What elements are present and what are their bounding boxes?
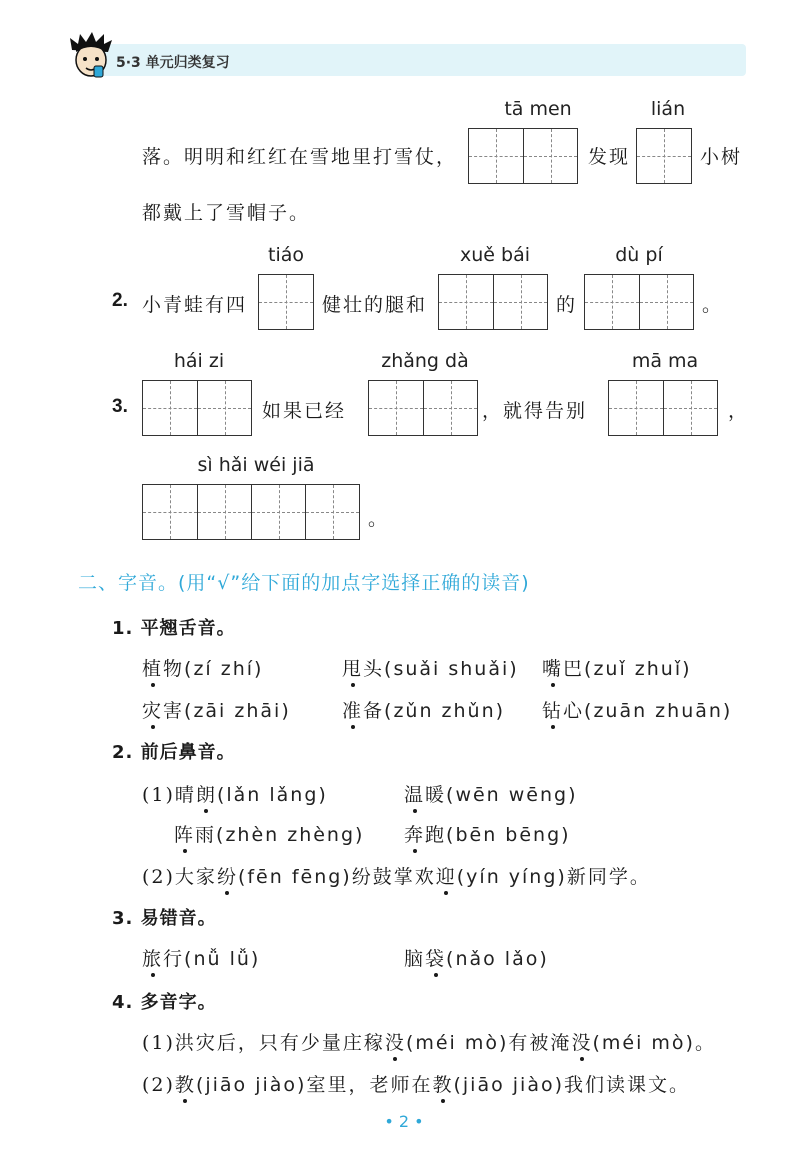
- pinyin-dupi: dù pí: [615, 244, 663, 266]
- pinyin-choice[interactable]: (zí zhí): [184, 658, 264, 680]
- dotted-char: 没: [571, 1028, 592, 1055]
- sub1-item-2: 甩头(suǎi shuǎi): [342, 654, 519, 681]
- pinyin-lian: lián: [650, 98, 686, 120]
- sub1-item-5: 准备(zǔn zhǔn): [342, 696, 505, 723]
- text-line2: 都戴上了雪帽子。: [142, 202, 311, 224]
- writing-grid-xuebai[interactable]: [438, 274, 548, 330]
- pinyin-choice[interactable]: (bēn bēng): [446, 824, 571, 846]
- header-title: 5·3 单元归类复习: [116, 55, 230, 71]
- dotted-char: 纷: [217, 862, 238, 889]
- text-line1-c: 小树: [700, 146, 743, 168]
- dotted-char: 植: [142, 654, 163, 681]
- sub2-title: 2. 前后鼻音。: [112, 742, 236, 763]
- sub1-item-1: 植物(zí zhí): [142, 654, 263, 681]
- pinyin-mama: mā ma: [631, 350, 699, 372]
- pinyin-tiao: tiáo: [268, 244, 304, 266]
- pinyin-sihaiweijia: sì hǎi wéi jiā: [197, 454, 315, 476]
- pinyin-haizi: hái zi: [173, 350, 225, 372]
- q3-text-b: ，就得告别: [482, 400, 588, 422]
- sub4-row2: (2)教(jiāo jiào)室里，老师在教(jiāo jiào)我们读课文。: [142, 1070, 690, 1097]
- pinyin-choice[interactable]: (jiāo jiào): [195, 1074, 307, 1096]
- q3-text-d: 。: [368, 508, 390, 530]
- q2-text-b: 健壮的腿和: [322, 294, 428, 316]
- q2-number: 2.: [112, 290, 128, 311]
- text-line1-b: 发现: [588, 146, 631, 168]
- sub3-item-1: 旅行(nǚ lǚ): [142, 944, 260, 971]
- writing-grid-lian[interactable]: [636, 128, 692, 184]
- sub1-title: 1. 平翘舌音。: [112, 618, 236, 639]
- q2-text-c: 的: [556, 294, 578, 316]
- dotted-char: 旅: [142, 944, 163, 971]
- pinyin-choice[interactable]: (lǎn lǎng): [216, 784, 328, 806]
- pinyin-choice[interactable]: (fēn fēng): [237, 866, 352, 888]
- sub2-item-4: 奔跑(bēn bēng): [404, 820, 571, 847]
- pinyin-xuebai: xuě bái: [460, 244, 530, 266]
- writing-grid-tamen[interactable]: [468, 128, 578, 184]
- boy-mascot-icon: [66, 30, 114, 86]
- pinyin-choice[interactable]: (zhèn zhèng): [216, 824, 365, 846]
- q3-text-a: 如果已经: [262, 400, 347, 422]
- pinyin-choice[interactable]: (zuān zhuān): [584, 700, 733, 722]
- dotted-char: 迎: [436, 862, 457, 889]
- writing-grid-sihaiweijia[interactable]: [142, 484, 360, 540]
- dotted-char: 教: [432, 1070, 453, 1097]
- pinyin-choice[interactable]: (wēn wēng): [446, 784, 578, 806]
- sub2-item-3: 阵雨(zhèn zhèng): [174, 820, 364, 847]
- pinyin-tamen: tā men: [504, 98, 572, 120]
- pinyin-choice[interactable]: (jiāo jiào): [453, 1074, 564, 1096]
- text-line1-a: 落。明明和红红在雪地里打雪仗，: [142, 146, 458, 168]
- sub1-item-3: 嘴巴(zuǐ zhuǐ): [542, 654, 692, 681]
- sub2-item-2: 温暖(wēn wēng): [404, 780, 578, 807]
- q3-text-c: ，: [728, 400, 750, 422]
- writing-grid-haizi[interactable]: [142, 380, 252, 436]
- pinyin-choice[interactable]: (zǔn zhǔn): [384, 700, 506, 722]
- dotted-char: 温: [404, 780, 425, 807]
- dotted-char: 奔: [404, 820, 425, 847]
- dotted-char: 灾: [142, 696, 163, 723]
- writing-grid-dupi[interactable]: [584, 274, 694, 330]
- dotted-char: 教: [175, 1070, 196, 1097]
- sub3-title: 3. 易错音。: [112, 908, 217, 929]
- sub1-item-6: 钻心(zuān zhuān): [542, 696, 732, 723]
- pinyin-choice[interactable]: (yín yíng): [456, 866, 567, 888]
- dotted-char: 嘴: [542, 654, 563, 681]
- dotted-char: 甩: [342, 654, 363, 681]
- pinyin-choice[interactable]: (nǎo lǎo): [446, 948, 549, 970]
- page-number: • 2 •: [384, 1112, 424, 1131]
- sub4-row1: (1)洪灾后，只有少量庄稼没(méi mò)有被淹没(méi mò)。: [142, 1028, 716, 1055]
- dotted-char: 准: [342, 696, 363, 723]
- pinyin-choice[interactable]: (méi mò): [405, 1032, 509, 1054]
- pinyin-choice[interactable]: (méi mò): [592, 1032, 695, 1054]
- dotted-char: 钻: [542, 696, 563, 723]
- dotted-char: 朗: [196, 780, 217, 807]
- dotted-char: 袋: [425, 944, 446, 971]
- dotted-char: 没: [385, 1028, 406, 1055]
- pinyin-zhangda: zhǎng dà: [381, 350, 469, 372]
- pinyin-choice[interactable]: (zāi zhāi): [184, 700, 291, 722]
- pinyin-choice[interactable]: (suǎi shuǎi): [384, 658, 519, 680]
- q2-text-a: 小青蛙有四: [142, 294, 248, 316]
- section2-title: 二、字音。(用“√”给下面的加点字选择正确的读音): [78, 572, 530, 594]
- pinyin-choice[interactable]: (zuǐ zhuǐ): [584, 658, 692, 680]
- writing-grid-tiao[interactable]: [258, 274, 314, 330]
- sub2-row3: (2)大家纷(fēn fēng)纷鼓掌欢迎(yín yíng)新同学。: [142, 862, 651, 889]
- writing-grid-mama[interactable]: [608, 380, 718, 436]
- q2-text-d: 。: [702, 294, 724, 316]
- dotted-char: 阵: [174, 820, 195, 847]
- sub4-title: 4. 多音字。: [112, 992, 217, 1013]
- q3-number: 3.: [112, 396, 128, 417]
- writing-grid-zhangda[interactable]: [368, 380, 478, 436]
- sub1-item-4: 灾害(zāi zhāi): [142, 696, 291, 723]
- pinyin-choice[interactable]: (nǚ lǚ): [184, 948, 261, 970]
- sub2-item-1: (1)晴朗(lǎn lǎng): [142, 780, 328, 807]
- sub3-item-2: 脑袋(nǎo lǎo): [404, 944, 549, 971]
